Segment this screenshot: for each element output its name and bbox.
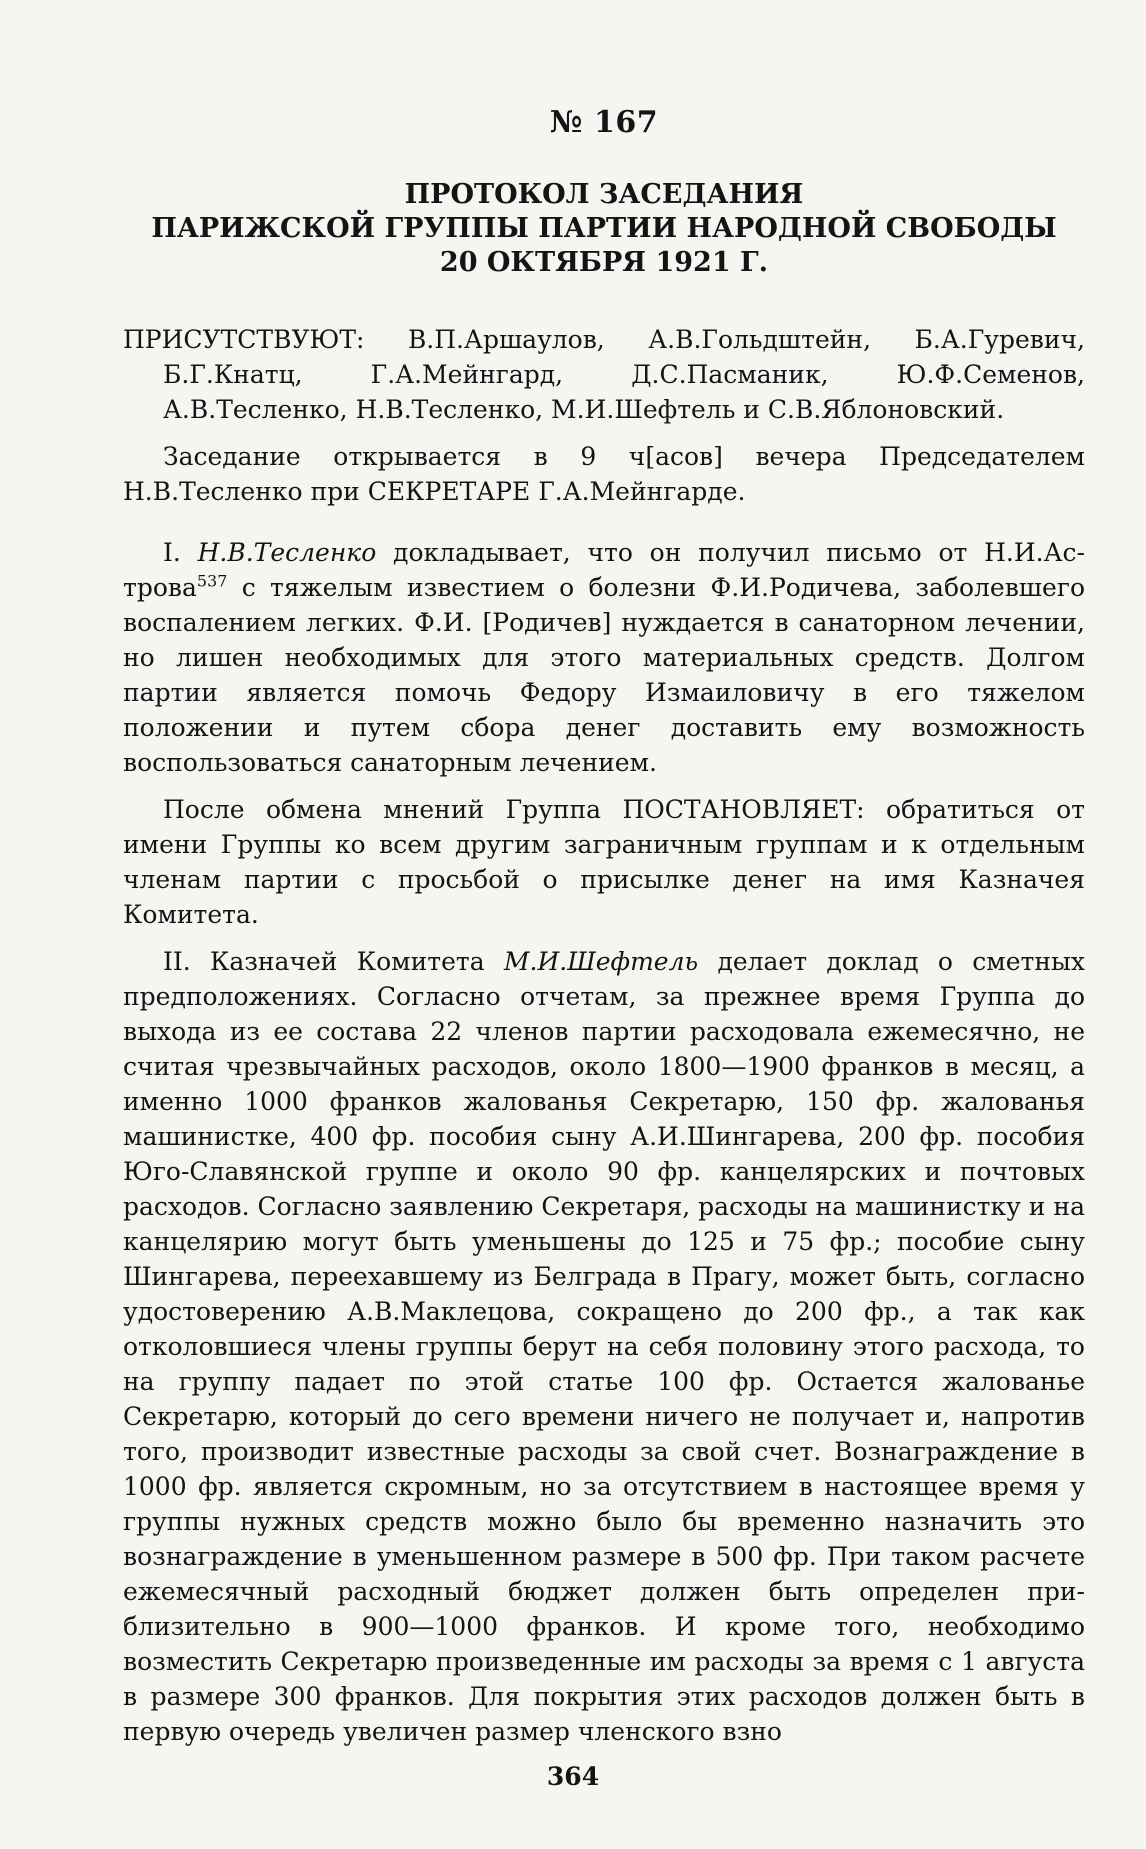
title-line-1: ПРОТОКОЛ ЗАСЕДАНИЯ xyxy=(404,179,804,210)
resolution-paragraph: После обмена мнений Группа ПОСТАНОВЛЯЕТ: обратиться от имени Группы ко всем другим заграничным группам и к отдельным членам партии с просьбой о присылке денег на имя Казначея Комитета. xyxy=(123,795,1085,929)
footnote-537[interactable]: 537 xyxy=(196,571,228,591)
item-2-paragraph xyxy=(123,944,1085,1749)
document-number: № 167 xyxy=(549,105,659,140)
document-title xyxy=(123,178,1085,280)
opening-paragraph: Заседание открывается в 9 ч[асов] вечера Председателем Н.В.Тесленко при СЕКРЕТАРЕ Г.А.Мейнгарде. xyxy=(123,442,1085,506)
attendees-names: В.П.Аршаулов, А.В.Гольдштейн, Б.А.Гуревич, Б.Г.Кнатц, Г.А.Мейнгард, Д.С.Пасманик, Ю.Ф.Семенов, А.В.Тесленко, Н.В.Тесленко, М.И.Шефтель и С.В.Яблоновский. xyxy=(163,325,1085,424)
title-line-2: ПАРИЖСКОЙ ГРУППЫ ПАРТИИ НАРОДНОЙ СВОБОДЫ xyxy=(151,213,1057,244)
attendees-label: ПРИСУТСТВУЮТ: xyxy=(123,325,365,354)
item-1-paragraph xyxy=(123,535,1085,780)
item-1-prefix: I. xyxy=(163,538,198,567)
item-2-text: делает доклад о сметных предположениях. Согласно отчетам, за прежнее время Группа до выхода из ее состава 22 членов партии расходовала ежемесячно, не считая чрезвычайных расходов, около 1800—1900 франков в месяц, а именно 1000 франков жалованья Секретарю, 150 фр. жалованья машинистке, 400 фр. пособия сыну А.И.Шингарева, 200 фр. пособия Юго-Славянской группе и около 90 фр. канцелярских и почтовых расходов. Согласно заявлению Секретаря, расходы на машинистку и на канцелярию могут быть уменьшены до 125 и 75 фр.; пособие сыну Шингарева, переехавшему из Белграда в Прагу, может быть, согласно удостоверению А.В.Маклецова, сокращено до 200 фр., а так как отколовшиеся члены группы берут на себя половину этого расхода, то на группу падает по этой статье 100 фр. Остается жалованье Секретарю, который до сего времени ничего не получает и, напротив того, производит известные расходы за свой счет. Вознаграждение в 1000 фр. является скромным, но за отсутствием в настоящее время у группы нужных средств можно было бы временно назначить это вознаграждение в уменьшенном размере в 500 фр. При таком расчете ежемесячный расходный бюджет должен быть определен приблизительно в 900—1000 франков. И кроме того, необходимо возместить Секретарю произведенные им расходы за время с 1 августа в размере 300 франков. Для покрытия этих расходов должен быть в первую очередь увеличен размер членского взно xyxy=(123,947,1085,1746)
document-page xyxy=(123,105,1085,1761)
page-number: 364 xyxy=(546,1762,600,1791)
item-1-text-b: с тяжелым известием о болезни Ф.И.Родичева, заболевшего воспалением легких. Ф.И. [Родичев] нуждается в санаторном лечении, но лишен необходимых для этого материальных средств. Долгом партии является помочь Федору Измаиловичу в его тяжелом положении и путем сбора денег доставить ему возможность воспользоваться санаторным лечением. xyxy=(123,573,1085,777)
attendees-paragraph xyxy=(123,322,1085,427)
title-line-3: 20 ОКТЯБРЯ 1921 Г. xyxy=(439,247,769,278)
item-1-speaker: Н.В.Тесленко xyxy=(197,538,377,567)
item-2-prefix: II. Казначей Комитета xyxy=(163,947,504,976)
item-1-text-a: докладывает, что он получил письмо от Н.И.Астрова xyxy=(123,538,1085,602)
item-2-speaker: М.И.Шефтель xyxy=(503,947,699,976)
